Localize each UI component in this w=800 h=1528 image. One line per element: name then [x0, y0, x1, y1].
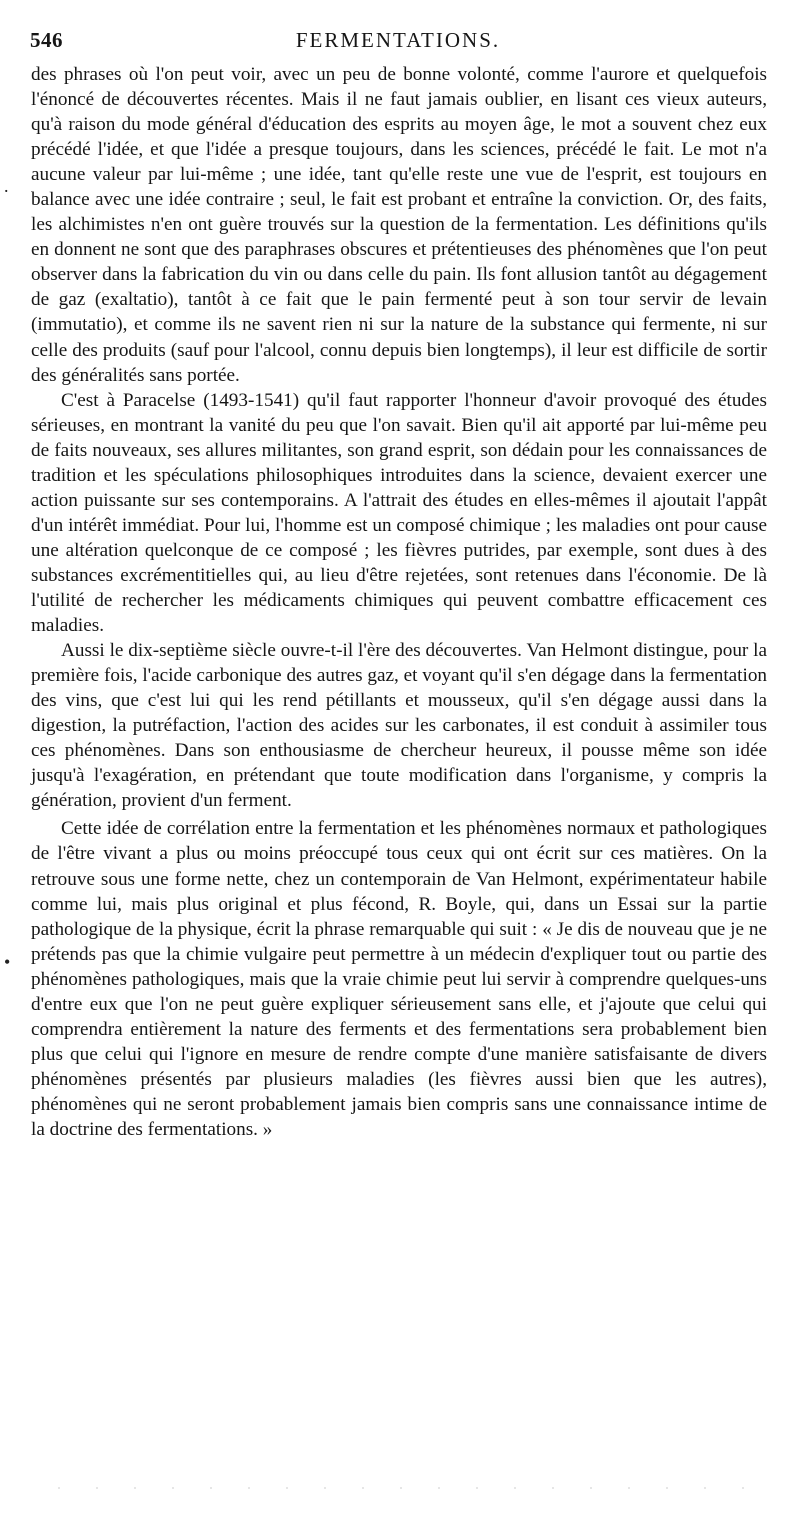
paragraph: C'est à Paracelse (1493-1541) qu'il faut rapporter l'honneur d'avoir provoqué des études sérieuses, en montrant la vanité du peu que l'on savait. Bien qu'il ait apporté par lui-même peu de faits nouveaux, ses allures militantes, son grand esprit, son dédain pour les connaissances de tradition et les spéculations philosophiques introduites dans la science, devaient exercer une action puissante sur ses contemporains. A l'attrait des études en elles-mêmes il ajoutait l'appât d'un intérêt immédiat. Pour lui, l'homme est un composé chimique ; les maladies ont pour cause une altération quelconque de ce composé ; les fièvres putrides, par exemple, sont dues à des substances excrémentitielles qui, au lieu d'être rejetées, sont retenues dans l'économie. De là l'utilité de rechercher les médicaments chimiques qui peuvent combattre efficacement ces maladies. — [31, 389, 767, 637]
body-text — [31, 62, 767, 1142]
margin-mark: . — [4, 176, 9, 196]
margin-mark: • — [4, 952, 11, 972]
paragraph: Cette idée de corrélation entre la fermentation et les phénomènes normaux et pathologiques de l'être vivant a plus ou moins préoccupé tous ceux qui ont écrit sur ces matières. On la retrouve sous une forme nette, chez un contemporain de Van Helmont, expérimentateur habile comme lui, mais plus original et plus fécond, R. Boyle, qui, dans un Essai sur la partie pathologique de la physique, écrit la phrase remarquable qui suit : « Je dis de nouveau que je ne prétends pas que la chimie vulgaire peut permettre à un médecin d'expliquer tout ou partie des phénomènes pathologiques, mais que la vraie chimie peut lui servir à comprendre quelques-uns d'entre eux que l'on ne peut guère expliquer sérieusement sans elle, et j'ajoute que celui qui comprendra entièrement la nature des ferments et des fermentations sera probablement bien plus que celui qui l'ignore en mesure de rendre compte d'une manière satisfaisante de divers phénomènes présentés par plusieurs maladies (les fièvres aussi bien que les autres), phénomènes qui ne seront probablement jamais bien compris sans une connaissance intime de la doctrine des fermentations. » — [31, 818, 767, 1140]
paragraph: Aussi le dix-septième siècle ouvre-t-il l'ère des découvertes. Van Helmont distingue, pour la première fois, l'acide carbonique des autres gaz, et voyant qu'il s'en dégage dans la fermentation des vins, que c'est lui qui les rend pétillants et mousseux, qu'il s'en dégage aussi dans la digestion, la putréfaction, l'action des acides sur les carbonates, il est conduit à assimiler tous ces phénomènes. Dans son enthousiasme de chercheur heureux, il pousse même son idée jusqu'à l'exagération, en prétendant que toute modification dans l'organisme, y compris la génération, provient d'un ferment. — [31, 640, 768, 812]
paragraph: des phrases où l'on peut voir, avec un peu de bonne volonté, comme l'aurore et quelquefois l'énoncé de découvertes récentes. Mais il ne faut jamais oublier, en lisant ces vieux auteurs, qu'à raison du mode général d'éducation des esprits au moyen âge, le mot a souvent chez eux précédé l'idée, et que l'idée a presque toujours, dans les sciences, précédé le fait. Le mot n'a aucune valeur par lui-même ; une idée, tant qu'elle reste une vue de l'esprit, est toujours en balance avec une idée contraire ; seul, le fait est probant et entraîne la conviction. Or, des faits, les alchimistes n'en ont guère trouvés sur la question de la fermentation. Les définitions qu'ils en donnent ne sont que des paraphrases obscures et prétentieuses des phénomènes que l'on peut observer dans la fabrication du vin ou dans celle du pain. Ils font allusion tantôt au dégagement de gaz (exaltatio), tantôt à ce fait que le pain fermenté peut à son tour servir de levain (immutatio), et comme ils ne savent rien ni sur la nature de la substance qui fermente, ni sur celle des produits (sauf pour l'alcool, connu depuis bien longtemps), il leur est difficile de sortir des généralités sans portée. — [31, 64, 767, 386]
page-header — [30, 28, 766, 52]
running-title: FERMENTATIONS. — [295, 28, 501, 52]
scan-specks — [40, 1487, 760, 1489]
page-number: 546 — [30, 28, 63, 52]
